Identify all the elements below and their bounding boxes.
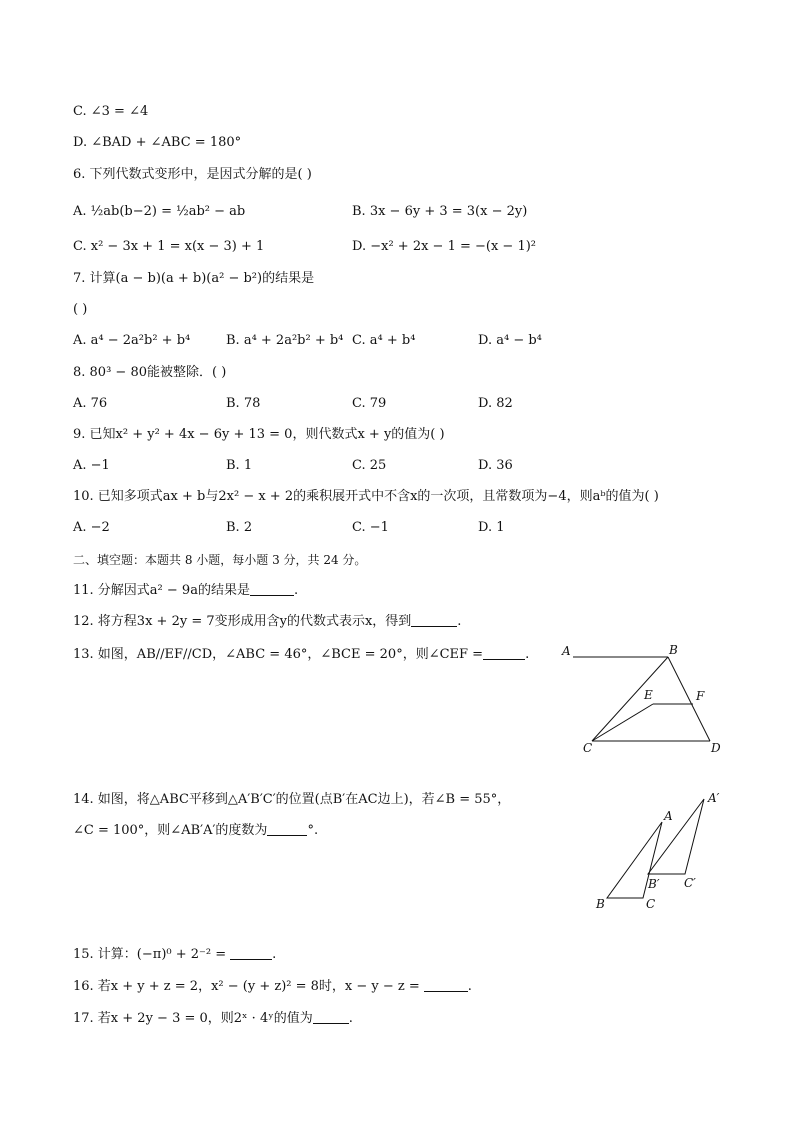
q10-option-d: D. 1 (478, 520, 505, 535)
q15-stem: 15. 计算：(−π)⁰ + 2⁻² = (73, 947, 227, 962)
q6-option-b: B. 3x − 6y + 3 = 3(x − 2y) (352, 204, 528, 219)
q17-stem: 17. 若x + 2y − 3 = 0，则2ˣ · 4ʸ的值为 (73, 1011, 313, 1026)
q13-end: . (525, 647, 530, 662)
q9-option-b: B. 1 (226, 458, 253, 473)
q11-answer-blank[interactable] (250, 583, 294, 596)
q16-answer-blank[interactable] (424, 979, 468, 992)
q6-option-c: C. x² − 3x + 1 = x(x − 3) + 1 (73, 239, 265, 254)
q9-option-c: C. 25 (352, 458, 387, 473)
q16-stem: 16. 若x + y + z = 2，x² − (y + z)² = 8时，x − y − z = (73, 979, 420, 994)
q9-option-d: D. 36 (478, 458, 513, 473)
segment-ce (592, 704, 653, 741)
q8-option-a: A. 76 (73, 396, 108, 411)
q14-stem: ∠C = 100°，则∠AB′A′的度数为 (73, 823, 268, 838)
q13 (73, 647, 529, 663)
q10-stem: 10. 已知多项式ax + b与2x² − x + 2的乘积展开式中不含x的一次项，且常数项为−4，则aᵇ的值为( ) (73, 489, 659, 504)
q8-option-b: B. 78 (226, 396, 261, 411)
q12-end: . (457, 614, 462, 629)
q13-figure (555, 640, 735, 758)
label-b: B (669, 643, 678, 657)
q15-answer-blank[interactable] (230, 947, 272, 960)
q7-option-c: C. a⁴ + b⁴ (352, 333, 416, 348)
label-c-prime: C′ (684, 876, 696, 890)
label-c: C (583, 741, 593, 755)
q5-option-c: C. ∠3 = ∠4 (73, 104, 149, 119)
q11-stem: 11. 分解因式a² − 9a的结果是 (73, 583, 250, 598)
label-b-prime: B′ (648, 877, 660, 891)
label-a: A (664, 809, 673, 823)
q15 (73, 947, 276, 963)
q6-option-a: A. ½ab(b−2) = ½ab² − ab (73, 204, 246, 219)
segment-bc (592, 657, 668, 741)
q17-end: . (348, 1011, 353, 1026)
q13-answer-blank[interactable] (483, 647, 525, 660)
q8-option-d: D. 82 (478, 396, 513, 411)
q12 (73, 614, 461, 630)
label-f: F (696, 689, 705, 703)
q5-option-d: D. ∠BAD + ∠ABC = 180° (73, 135, 242, 150)
q10-option-c: C. −1 (352, 520, 389, 535)
q16-end: . (467, 979, 472, 994)
q9-option-a: A. −1 (73, 458, 110, 473)
label-a: A (562, 644, 571, 658)
q7-stem: 7. 计算(a − b)(a + b)(a² − b²)的结果是 (73, 271, 315, 286)
q17-answer-blank[interactable] (313, 1011, 349, 1024)
q10-option-a: A. −2 (73, 520, 110, 535)
q12-stem: 12. 将方程3x + 2y = 7变形成用含y的代数式表示x，得到 (73, 614, 412, 629)
q7-option-b: B. a⁴ + 2a²b² + b⁴ (226, 333, 344, 348)
q14-answer-blank[interactable] (267, 823, 307, 836)
q17 (73, 1011, 353, 1027)
q13-stem: 13. 如图，AB//EF//CD，∠ABC = 46°，∠BCE = 20°，则∠CEF = (73, 647, 484, 662)
q7-option-d: D. a⁴ − b⁴ (478, 333, 542, 348)
q15-end: . (272, 947, 277, 962)
q8-option-c: C. 79 (352, 396, 387, 411)
q12-answer-blank[interactable] (411, 614, 457, 627)
q14-line2 (73, 823, 318, 839)
q6-option-d: D. −x² + 2x − 1 = −(x − 1)² (352, 239, 537, 254)
q11-end: . (293, 583, 299, 598)
section-fill-in-heading: 二、填空题：本题共 8 小题，每小题 3 分，共 24 分。 (73, 553, 367, 567)
label-b: B (596, 897, 605, 911)
label-c: C (646, 897, 656, 911)
q11 (73, 583, 298, 599)
q7-option-a: A. a⁴ − 2a²b² + b⁴ (73, 333, 191, 348)
q16 (73, 979, 472, 995)
q14-line1: 14. 如图，将△ABC平移到△A′B′C′的位置(点B′在AC边上)，若∠B = 55°， (73, 792, 511, 807)
q7-answer-paren: ( ) (73, 302, 88, 317)
q10-option-b: B. 2 (226, 520, 253, 535)
q8-stem: 8. 80³ − 80能被整除．( ) (73, 365, 227, 380)
triangle-apbpcp (648, 799, 704, 874)
q14-end: °. (307, 823, 319, 838)
q14-figure (590, 788, 730, 914)
q6-stem: 6. 下列代数式变形中，是因式分解的是( ) (73, 167, 312, 182)
label-a-prime: A′ (708, 791, 720, 805)
label-e: E (644, 688, 653, 702)
q9-stem: 9. 已知x² + y² + 4x − 6y + 13 = 0，则代数式x + y的值为( ) (73, 427, 445, 442)
label-d: D (711, 741, 721, 755)
